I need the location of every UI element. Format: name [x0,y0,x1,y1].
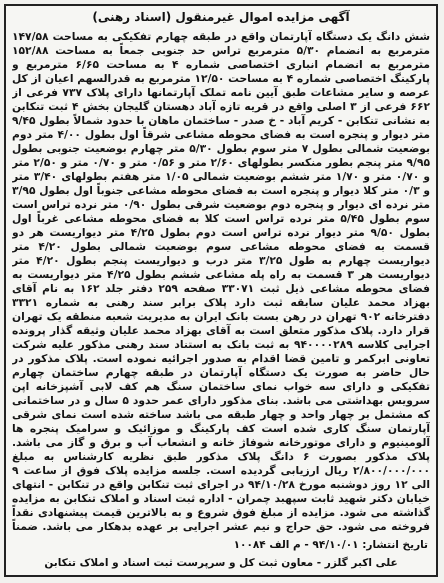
publication-date: تاریخ انتشار: ۹۴/۱۰/۰۱ - م الف ۱۰۰۸۴ [233,539,428,551]
auction-notice [4,4,438,577]
notice-title: آگهی مزایده اموال غیرمنقول (اسناد رهنی) [92,10,350,24]
signature-line: علی اکبر گلزر - معاون ثبت کل و سرپرست ثبت اسناد و املاک تنکابن [44,557,398,569]
notice-body: شش دانگ یک دستگاه آپارتمان واقع در طبقه چهارم تفکیکی به مساحت ۱۴۷/۵۸ مترمربع به انضمام ۵/۳۰ مترمربع تراس حد جنوبی جمعاً به مساحت ۱۵۲/۸۸ مترمربع به انضمام انباری اختصاصی شماره ۴ به مساحت ۶/۶۵ مترمربع و پارکینگ اختصاصی شماره ۴ به مساحت ۱۲/۵۰ مترمربع به قدرالسهم اعیان از کل عرصه و سایر مشاعات طبق آیین نامه تملک آپارتمانها دارای پلاک ۷۳۷ فرعی از ۶۶۲ فرعی از ۳ اصلی واقع در قریه تازه آباد دهستان گلیجان بخش ۴ ثبت تنکابن به نشانی تنکابن - کریم آباد - خ صدر - ساختمان ماهان با حدود شمالاً بطول ۹/۴۵ متر دیوار و پنجره است به فضای محوطه مشاعی شرقاً اول بطول ۴/۰۰ متر دوم بوضعیت شمالی بطول ۷ متر سوم بطول ۵/۳۰ متر چهارم بوضعیت جنوبی بطول ۹/۹۵ متر پنجم بطور منکسر بطولهای ۲/۶۰ متر و ۰/۵۶ متر و ۰/۷۰ متر و ۲/۵۰ متر و ۰/۷۰ متر و ۱/۷۰ متر ششم بوضعیت شمالی ۱/۰۵ متر هفتم بطولهای ۳/۴۰ متر و ۰/۳ متر کلا دیوار و پنجره است به فضای محوطه مشاعی جنوباً اول بطول ۳/۹۵ متر نرده ای دیوار و پنجره دوم بوضعیت شرقی بطول ۰/۹۰ متر نرده تراس است سوم بطول ۵/۴۵ متر نرده تراس است کلا به فضای محوطه مشاعی غرباً اول بطول ۹/۵۰ متر دیوار نرده تراس است دوم بطول ۴/۲۵ متر دیواریست هر دو قسمت به فضای محوطه مشاعی سوم بوضعیت شمالی بطول ۴/۲۰ متر دیواریست چهارم به طول ۳/۲۵ متر درب و دیواریست پنجم بطول ۴/۲۰ متر دیواریست هر ۳ قسمت به راه پله مشاعی ششم بطول ۴/۲۵ متر دیواریست به فضای محوطه مشاعی ذیل ثبت ۳۳۰۷۱ صفحه ۲۵۹ دفتر جلد ۱۶۲ به نام آقای بهزاد محمد علیان سابقه ثبت دارد پلاک برابر سند رهنی به شماره ۳۳۲۱ دفترخانه ۹۰۲ تهران در رهن بست بانک ایران به مدیریت شعبه منطقه یک تهران قرار دارد. پلاک مذکور متعلق است به آقای بهزاد محمد علیان وثیقه گذار پرونده اجرایی کلاسه ۹۴۰۰۰۰۲۸۹ به ثبت بانک به استناد سند رهنی مذکور علیه شرکت تعاونی ابرکمر و تامین قضا اقدام به صدور اجرائیه نموده است. پلاک مذکور در حال حاضر به صورت یک دستگاه آپارتمان در طبقه چهارم ساختمان چهارم تفکیکی و دارای سه خواب نمای ساختمان سنگ هم کف لابی آشپزخانه اپن سرویس بهداشتی می باشد. بنای مذکور دارای عمر حدود ۵ سال و در ساختمانی که مشتمل بر چهار واحد و چهار طبقه می باشد ساخته شده است نمای شرقی آپارتمان سنگ کاری شده است کف پارکینگ و موزائیک و سرامیک پنجره ها آلومینیوم و دارای موتورخانه شوفاژ خانه و انشعاب آب و برق و گاز می باشد. پلاک مذکور بصورت ۶ دانگ پلاک مذکور طبق نظریه کارشناس به مبلغ ۲/۸۰۰/۰۰۰/۰۰۰ ریال ارزیابی گردیده است. جلسه مزایده پلاک فوق از ساعت ۹ الی ۱۲ روز دوشنبه مورخ ۹۴/۱۰/۲۸ در اجرای ثبت تنکابن واقع در تنکابن - انتهای خیابان دکتر شهید ثابت سپهبد چمران - اداره ثبت اسناد و املاک تنکابن به مزایده گذاشته می شود. مزایده از مبلغ فوق شروع و به بالاترین قیمت پیشنهادی نقداً فروخته می شود. حق حراج و نیم عشر اجرایی بر عهده بدهکار می باشد. ضمناً [12,30,430,533]
